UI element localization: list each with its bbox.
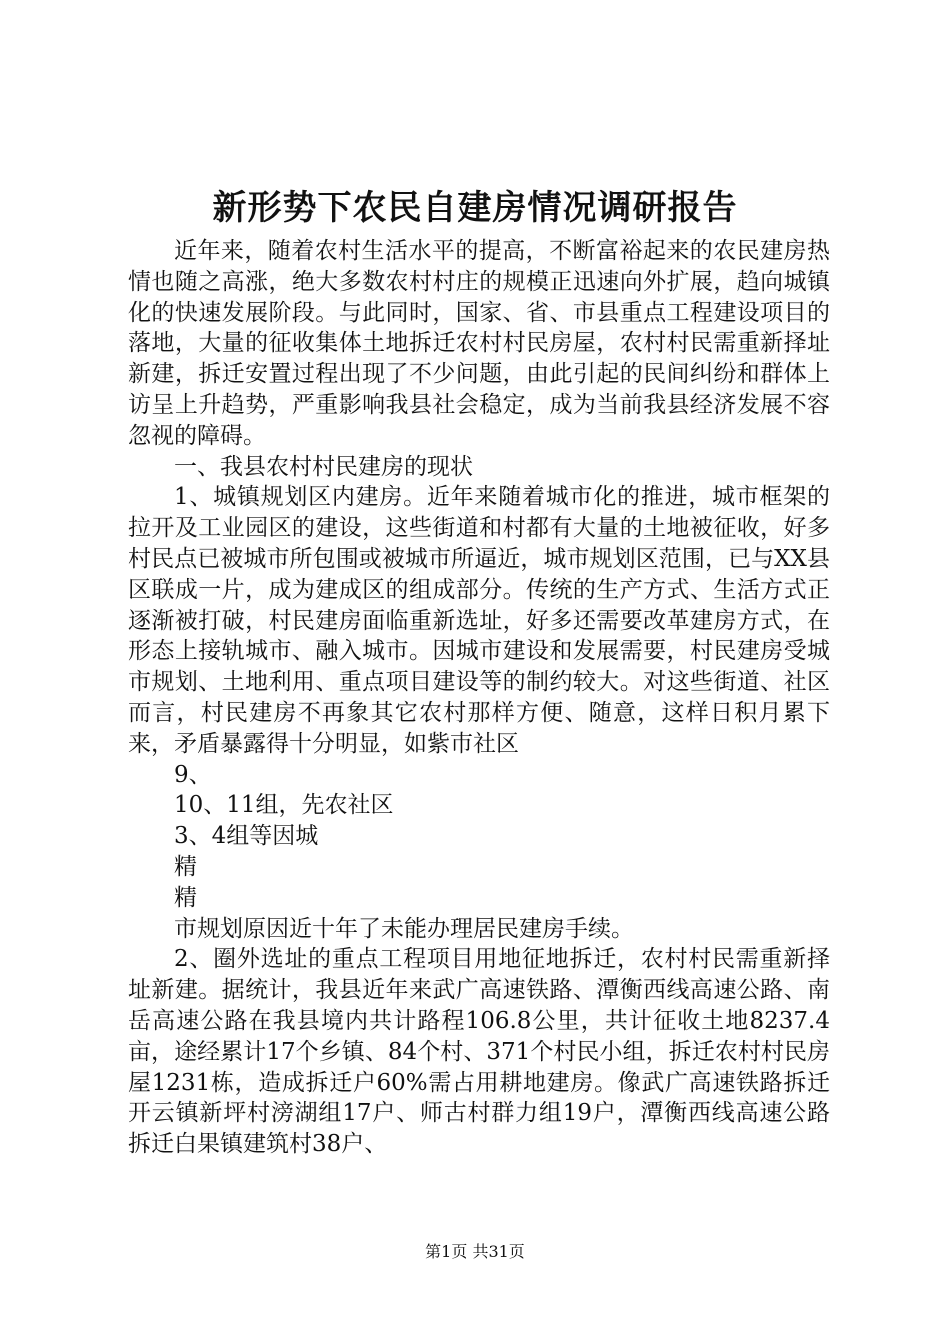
fragment-line: 9、 <box>174 761 212 788</box>
section-heading-1: 一、我县农村村民建房的现状 <box>174 453 473 480</box>
fragment-line: 精 <box>174 884 197 911</box>
document-body <box>128 236 830 1160</box>
page-footer: 第1页 共31页 <box>425 1242 525 1261</box>
paragraph-item-1: 1、城镇规划区内建房。近年来随着城市化的推进，城市框架的拉开及工业园区的建设，这些街道和村都有大量的土地被征收，好多村民点已被城市所包围或被城市所逼近，城市规划区范围，已与XX县区联成一片，成为建成区的组成部分。传统的生产方式、生活方式正逐渐被打破，村民建房面临重新选址，好多还需要改革建房方式，在形态上接轨城市、融入城市。因城市建设和发展需要，村民建房受城市规划、土地利用、重点项目建设等的制约较大。对这些街道、社区而言，村民建房不再象其它农村那样方便、随意，这样日积月累下来，矛盾暴露得十分明显，如紫巿社区 <box>128 484 830 757</box>
document-title: 新形势下农民自建房情况调研报告 <box>212 188 738 228</box>
paragraph-item-2: 2、圈外选址的重点工程项目用地征地拆迁，农村村民需重新择址新建。据统计，我县近年来武广高速铁路、潭衡西线高速公路、南岳高速公路在我县境内共计路程106.8公里，共计征收土地8237.4亩，途经累计17个乡镇、84个村、371个村民小组，拆迁农村村民房屋1231栋，造成拆迁户60%需占用耕地建房。像武广高速铁路拆迁开云镇新坪村滂湖组17户、师古村群力组19户，潭衡西线高速公路拆迁白果镇建筑村38户、 <box>128 946 830 1158</box>
fragment-line: 10、11组，先农社区 <box>174 792 394 819</box>
fragment-line: 市规划原因近十年了未能办理居民建房手续。 <box>174 915 634 942</box>
paragraph-intro: 近年来，随着农村生活水平的提高，不断富裕起来的农民建房热情也随之高涨，绝大多数农村村庄的规模正迅速向外扩展，趋向城镇化的快速发展阶段。与此同时，国家、省、市县重点工程建设项目的落地，大量的征收集体土地拆迁农村村民房屋，农村村民需重新择址新建，拆迁安置过程出现了不少问题，由此引起的民间纠纷和群体上访呈上升趋势，严重影响我县社会稳定，成为当前我县经济发展不容忽视的障碍。 <box>128 238 830 449</box>
fragment-line: 精 <box>174 853 197 880</box>
fragment-line: 3、4组等因城 <box>174 823 319 850</box>
